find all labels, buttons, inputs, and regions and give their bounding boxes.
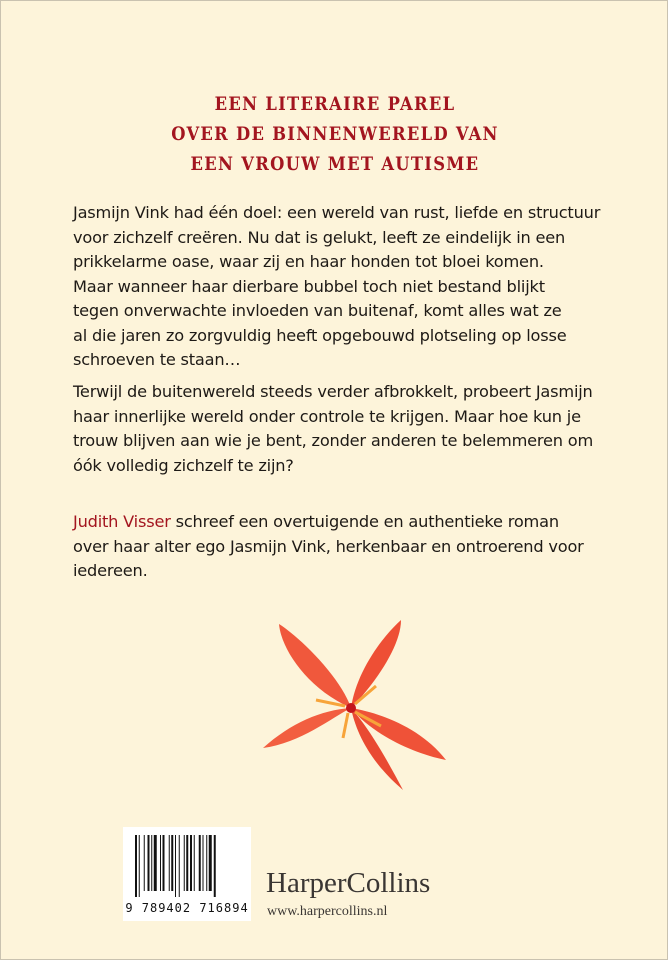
tagline-line: OVER DE BINNENWERELD VAN — [171, 123, 499, 145]
barcode-bar — [190, 835, 192, 891]
tagline-line: EEN LITERAIRE PAREL — [214, 93, 456, 115]
text-fragment: schreef een overtuigende en authentieke roman — [170, 512, 559, 531]
text-line: Jasmijn Vink had één doel: een wereld van rust, liefde en structuur — [73, 203, 601, 222]
barcode-bar — [186, 835, 188, 891]
barcode-bar — [148, 835, 150, 891]
text-line: Maar wanneer haar dierbare bubbel toch niet bestand blijkt — [73, 276, 545, 296]
barcode-bar — [169, 835, 170, 891]
text-line: over haar alter ego Jasmijn Vink, herkenbaar en ontroerend voor — [73, 536, 584, 556]
isbn-number: 9 789402 716894 — [125, 901, 249, 915]
text-line — [73, 510, 584, 535]
text-line: voor zichzelf creëren. Nu dat is gelukt, leeft ze eindelijk in een — [73, 227, 566, 247]
publisher-url[interactable]: www.harpercollins.nl — [267, 904, 388, 919]
barcode-bar — [139, 835, 140, 897]
barcode-bar — [209, 835, 212, 891]
text-line: prikkelarme oase, waar zij en haar honden tot bloei komen. — [73, 252, 544, 271]
barcode-bar — [184, 835, 185, 891]
publisher-logo: HarperCollins — [266, 867, 431, 899]
blurb-paragraph-1 — [73, 201, 600, 373]
barcode-bars — [135, 835, 239, 897]
text-line: iedereen. — [73, 561, 148, 580]
text-line: haar innerlijke wereld onder controle te krijgen. Maar hoe kun je — [73, 406, 581, 426]
text-line: Terwijl de buitenwereld steeds verder afbrokkelt, probeert Jasmijn — [73, 382, 593, 401]
barcode-bar — [154, 835, 157, 891]
barcode-bar — [160, 835, 161, 891]
barcode-bar — [175, 835, 176, 897]
barcode-bar — [151, 835, 152, 891]
isbn-barcode — [123, 827, 251, 921]
blurb-paragraph-2 — [73, 380, 593, 478]
author-name: Judith Visser — [73, 512, 171, 531]
barcode-bar — [206, 835, 207, 891]
text-line: tegen onverwachte invloeden van buitenaf, komt alles wat ze — [73, 301, 562, 320]
barcode-bar — [214, 835, 216, 897]
barcode-bar — [194, 835, 195, 891]
barcode-bar — [203, 835, 204, 891]
tagline-line: EEN VROUW MET AUTISME — [190, 153, 480, 175]
barcode-bar — [171, 835, 173, 891]
barcode-bar — [135, 835, 137, 897]
text-line: trouw blijven aan wie je bent, zonder anderen te belemmeren om — [73, 431, 594, 450]
barcode-bar — [144, 835, 145, 891]
blurb-paragraph-3 — [73, 510, 584, 584]
flower-illustration — [241, 611, 461, 801]
text-line: schroeven te staan… — [73, 350, 241, 369]
text-line: óók volledig zichzelf te zijn? — [73, 455, 294, 475]
tagline-heading — [48, 89, 622, 179]
barcode-bar — [163, 835, 165, 891]
text-line: al die jaren zo zorgvuldig heeft opgebouwd plotseling op losse — [73, 325, 567, 345]
barcode-bar — [179, 835, 180, 897]
barcode-bar — [199, 835, 201, 891]
